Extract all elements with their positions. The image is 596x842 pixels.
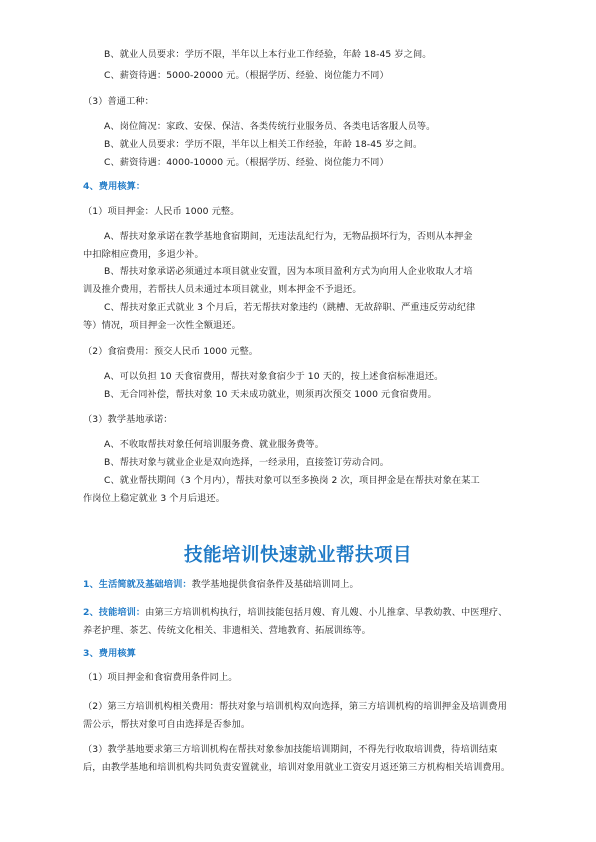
text-line: （3）普通工种： [83, 96, 154, 107]
text-line: （1）项目押金：人民币 1000 元整。 [83, 206, 240, 217]
paragraph-label: 2、技能培训： [83, 607, 146, 618]
text-line: 等）情况，项目押金一次性全额退还。 [83, 320, 241, 331]
text-line: C、就业帮扶期间（3 个月内），帮扶对象可以至多换岗 2 次，项目押金是在帮扶对象在某工 [104, 475, 480, 486]
section-heading: 4、费用核算： [83, 181, 146, 192]
paragraph [83, 604, 513, 640]
text-line: B、就业人员要求：学历不限，半年以上相关工作经验，年龄 18-45 岁之间。 [104, 139, 423, 150]
text-line: A、岗位简况：家政、安保、保洁、各类传统行业服务员、各类电话客服人员等。 [104, 121, 436, 132]
text-line: B、帮扶对象承诺必须通过本项目就业安置，因为本项目盈利方式为向用人企业收取人才培 [104, 266, 473, 277]
paragraph: （2）第三方培训机构相关费用：帮扶对象与培训机构双向选择，第三方培训机构的培训押金及培训费用需公示，帮扶对象可自由选择是否参加。 [83, 701, 507, 730]
text-line: B、帮扶对象与就业企业是双向选择，一经录用，直接签订劳动合同。 [104, 457, 390, 468]
text-line: A、不收取帮扶对象任何培训服务费、就业服务费等。 [104, 439, 324, 450]
text-line: 作岗位上稳定就业 3 个月后退还。 [83, 493, 226, 504]
paragraph-text: 由第三方培训机构执行，培训技能包括月嫂、育儿嫂、小儿推拿、早教幼教、中医理疗、养老护理、茶艺、传统文化相关、非遗相关、营地教育、拓展训练等。 [83, 607, 508, 636]
text-line: （2）食宿费用：预交人民币 1000 元整。 [83, 346, 259, 357]
paragraph [83, 579, 359, 591]
text-line: B、就业人员要求：学历不限，半年以上本行业工作经验，年龄 18-45 岁之间。 [104, 49, 432, 60]
text-line: A、可以负担 10 天食宿费用，帮扶对象食宿少于 10 天的，按上述食宿标准退还。 [104, 371, 444, 382]
text-line: C、帮扶对象正式就业 3 个月后，若无帮扶对象违约（跳槽、无故辞职、严重违反劳动纪律 [104, 302, 476, 313]
text-line: C、薪资待遇：4000-10000 元。（根据学历、经验、岗位能力不同） [104, 157, 389, 168]
text-line: B、无合同补偿，帮扶对象 10 天未成功就业，则须再次预交 1000 元食宿费用。 [104, 389, 437, 400]
section-title: 技能培训快速就业帮扶项目 [183, 545, 412, 566]
paragraph-label: 1、生活简就及基础培训： [83, 579, 192, 590]
text-line: （3）教学基地承诺： [83, 414, 173, 425]
text-line: 训及推介费用，若帮扶人员未通过本项目就业，则本押金不予退还。 [83, 284, 362, 295]
text-line: A、帮扶对象承诺在教学基地食宿期间，无违法乱纪行为，无物品损坏行为，否则从本押金 [104, 231, 473, 242]
paragraph: （1）项目押金和食宿费用条件同上。 [83, 672, 238, 683]
text-line: C、薪资待遇：5000-20000 元。（根据学历、经验、岗位能力不同） [104, 70, 389, 81]
section-heading: 3、费用核算 [83, 648, 136, 659]
paragraph: （3）教学基地要求第三方培训机构在帮扶对象参加技能培训期间，不得先行收取培训费，待培训结束后，由教学基地和培训机构共同负责安置就业，培训对象用就业工资安月返还第三方机构相关培训费用。 [83, 744, 511, 773]
paragraph-text: 教学基地提供食宿条件及基础培训同上。 [191, 579, 359, 590]
text-line: 中扣除相应费用，多退少补。 [83, 249, 204, 260]
